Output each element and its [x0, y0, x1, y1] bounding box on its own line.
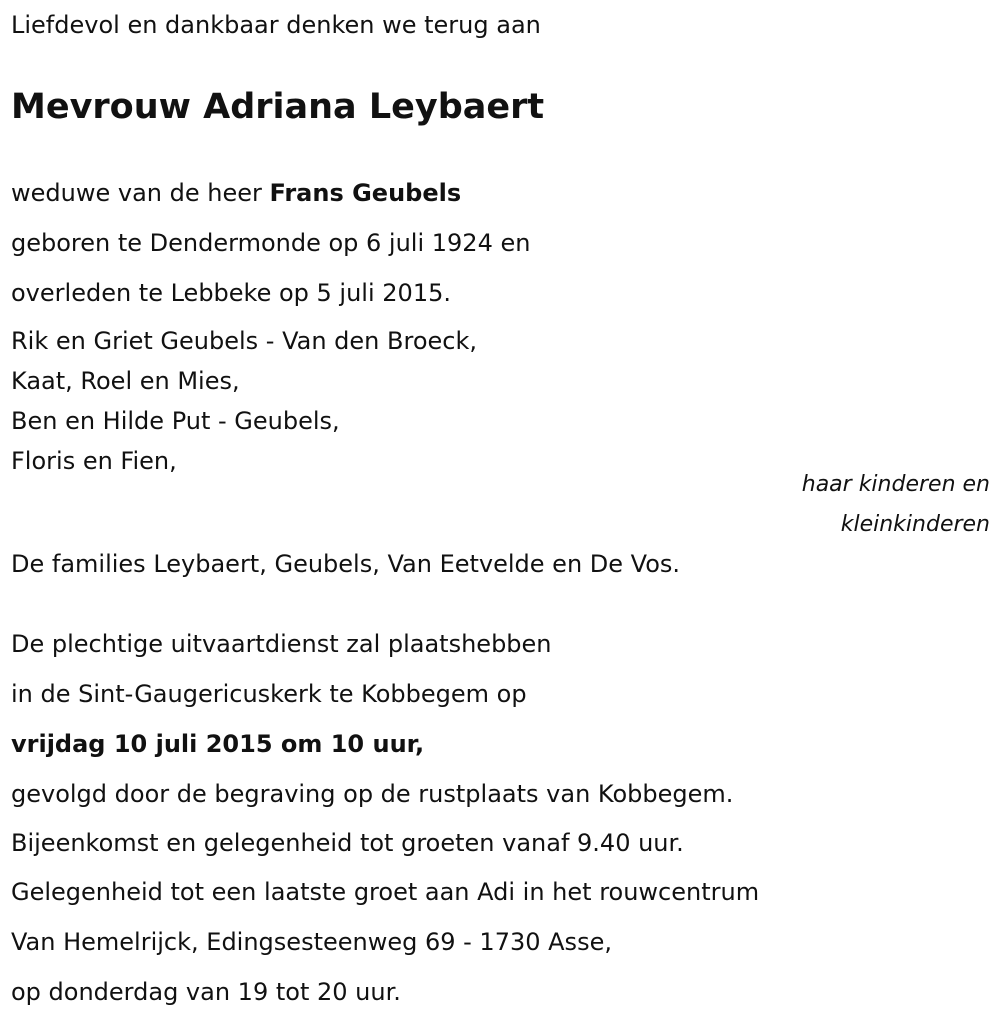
death-line: overleden te Lebbeke op 5 juli 2015.: [11, 279, 451, 307]
deceased-name: Mevrouw Adriana Leybaert: [11, 87, 545, 127]
family-line-1: Rik en Griet Geubels - Van den Broeck,: [11, 327, 477, 355]
service-line-4: gevolgd door de begraving op de rustplaats van Kobbegem.: [11, 780, 734, 808]
service-line-7: Van Hemelrijck, Edingsesteenweg 69 - 1730 Asse,: [11, 928, 612, 956]
spouse-name: Frans Geubels: [269, 179, 462, 207]
spouse-line: [11, 178, 461, 208]
spouse-prefix: weduwe van de heer: [11, 179, 270, 207]
service-line-8: op donderdag van 19 tot 20 uur.: [11, 978, 401, 1006]
family-role-line-1: haar kinderen en: [801, 472, 990, 497]
intro-text: Liefdevol en dankbaar denken we terug aan: [11, 11, 541, 39]
service-datetime: vrijdag 10 juli 2015 om 10 uur,: [11, 730, 425, 758]
family-line-3: Ben en Hilde Put - Geubels,: [11, 407, 340, 435]
service-line-2: in de Sint-Gaugericuskerk te Kobbegem op: [11, 680, 527, 708]
family-role-line-2: kleinkinderen: [840, 512, 990, 537]
family-line-2: Kaat, Roel en Mies,: [11, 367, 240, 395]
family-line-4: Floris en Fien,: [11, 447, 177, 475]
birth-line: geboren te Dendermonde op 6 juli 1924 en: [11, 229, 531, 257]
service-line-1: De plechtige uitvaartdienst zal plaatshebben: [11, 630, 552, 658]
service-line-5: Bijeenkomst en gelegenheid tot groeten vanaf 9.40 uur.: [11, 829, 684, 857]
families-line: De families Leybaert, Geubels, Van Eetvelde en De Vos.: [11, 550, 681, 578]
service-line-6: Gelegenheid tot een laatste groet aan Adi in het rouwcentrum: [11, 878, 760, 906]
